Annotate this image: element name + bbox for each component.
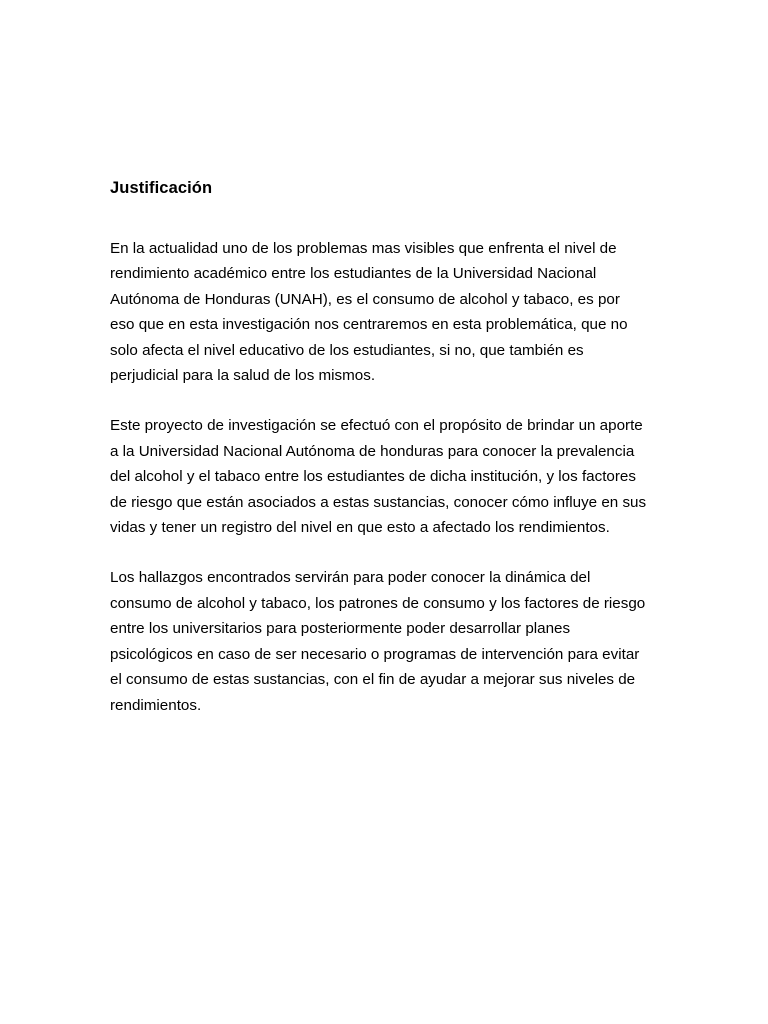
paragraph-2: Este proyecto de investigación se efectuó con el propósito de brindar un aporte a la Universidad Nacional Autónoma de honduras para conocer la prevalencia del alcohol y el tabaco entre los estudiantes de dicha institución, y los factores de riesgo que están asociados a estas sustancias, conocer cómo influye en sus vidas y tener un registro del nivel en que esto a afectado los rendimientos. bbox=[110, 417, 647, 537]
section-heading: Justificación bbox=[110, 179, 213, 197]
paragraph-1: En la actualidad uno de los problemas mas visibles que enfrenta el nivel de rendimiento académico entre los estudiantes de la Universidad Nacional Autónoma de Honduras (UNAH), es el consumo de alcohol y tabaco, es por eso que en esta investigación nos centraremos en esta problemática, que no solo afecta el nivel educativo de los estudiantes, si no, que también es perjudicial para la salud de los mismos. bbox=[110, 240, 628, 385]
document-body bbox=[110, 176, 670, 718]
paragraph-3: Los hallazgos encontrados servirán para poder conocer la dinámica del consumo de alcohol y tabaco, los patrones de consumo y los factores de riesgo entre los universitarios para posteriormente poder desarrollar planes psicológicos en caso de ser necesario o programas de intervención para evitar el consumo de estas sustancias, con el fin de ayudar a mejorar sus niveles de rendimientos. bbox=[110, 569, 646, 714]
